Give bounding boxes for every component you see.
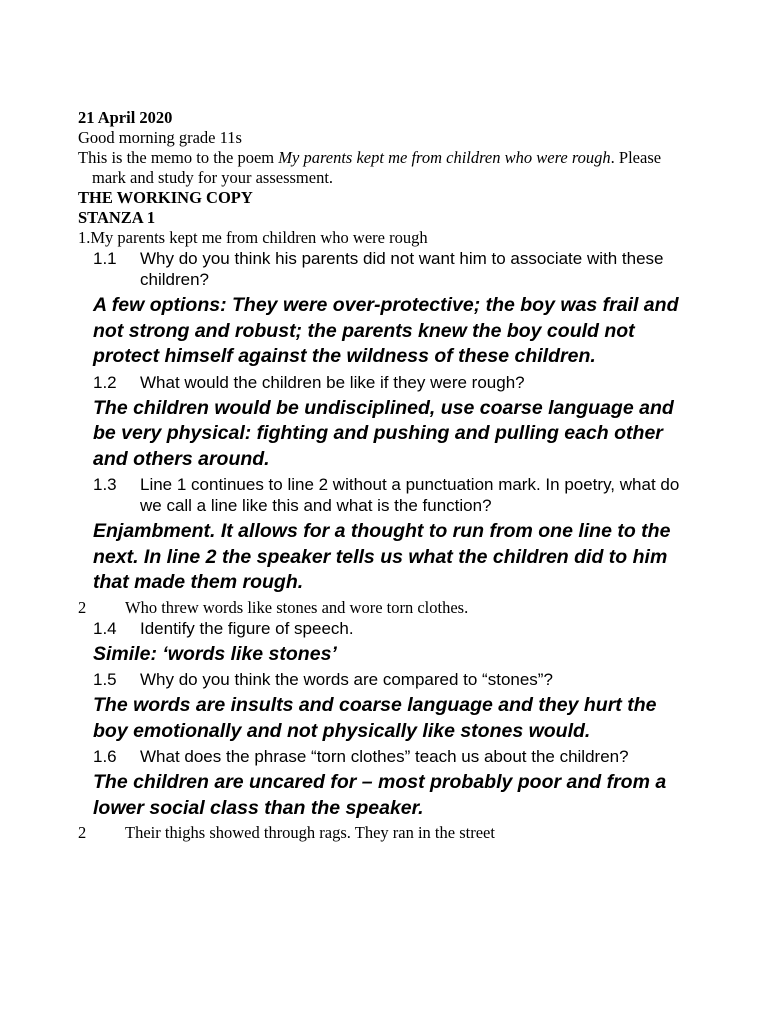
answer-1-5: The words are insults and coarse language and they hurt the boy emotionally and not physically like stones would.	[93, 694, 657, 742]
question-text: What would the children be like if they were rough?	[140, 372, 525, 392]
question-number: 1.3	[93, 475, 117, 494]
answer-1-2: The children would be undisciplined, use coarse language and be very physical: fighting and pushing and pulling each other and others around.	[93, 396, 674, 470]
intro-before: This is the memo to the poem	[78, 148, 279, 167]
poem-line-2	[78, 598, 688, 618]
question-number: 1.1	[93, 249, 117, 268]
question-text: Identify the figure of speech.	[140, 618, 354, 638]
question-number: 1.6	[93, 747, 117, 766]
question-1-5	[93, 669, 688, 690]
question-number: 1.4	[93, 618, 117, 638]
answer-1-3: Enjambment. It allows for a thought to run from one line to the next. In line 2 the speaker tells us what the children did to him that made them rough.	[93, 520, 671, 593]
intro-paragraph	[78, 148, 688, 188]
question-text: Line 1 continues to line 2 without a punctuation mark. In poetry, what do we call a line like this and what is the function?	[140, 475, 680, 515]
question-1-4	[93, 618, 688, 639]
line-number: 2	[78, 597, 87, 617]
poem-line-3	[78, 823, 688, 843]
question-text: Why do you think the words are compared to “stones”?	[140, 670, 553, 689]
question-number: 1.2	[93, 372, 117, 392]
question-number: 1.5	[93, 670, 117, 689]
question-text: Why do you think his parents did not want him to associate with these children?	[140, 249, 664, 289]
date-line: 21 April 2020	[78, 108, 173, 127]
answer-1-1: A few options: They were over-protective; the boy was frail and not strong and robust; the parents knew the boy could not protect himself against the wildness of these children.	[93, 294, 679, 367]
question-1-1	[93, 248, 688, 290]
question-text: What does the phrase “torn clothes” teach us about the children?	[140, 747, 629, 766]
line-text: Their thighs showed through rags. They ran in the street	[125, 823, 495, 842]
poem-title: My parents kept me from children who were rough	[278, 148, 611, 167]
memo-document	[78, 108, 688, 843]
question-1-2	[93, 372, 688, 393]
section-heading: THE WORKING COPY	[78, 188, 253, 207]
question-1-6	[93, 746, 688, 767]
answer-1-6: The children are uncared for – most probably poor and from a lower social class than the speaker.	[93, 771, 667, 819]
question-1-3	[93, 474, 688, 516]
greeting-line: Good morning grade 11s	[78, 128, 242, 147]
answer-1-4: Simile: ‘words like stones’	[93, 642, 337, 665]
line-text: Who threw words like stones and wore torn clothes.	[125, 597, 469, 617]
poem-line-1: 1.My parents kept me from children who were rough	[78, 228, 428, 247]
stanza-heading: STANZA 1	[78, 208, 156, 227]
line-number: 2	[78, 823, 87, 842]
intro-after: . Please mark and study for your assessment.	[92, 148, 662, 187]
